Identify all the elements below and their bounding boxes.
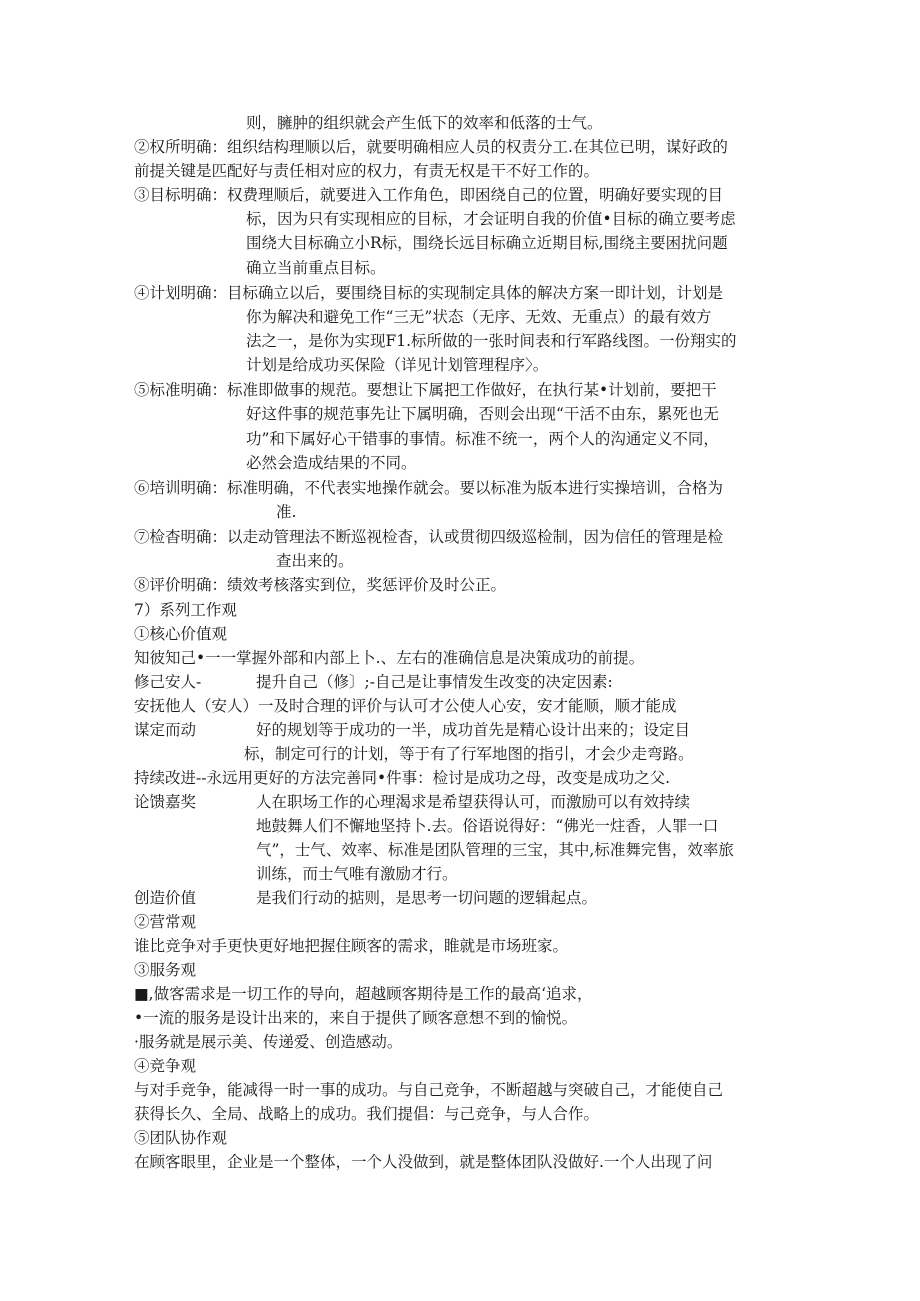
paragraph-line: 必然会造成结果的不同。 bbox=[246, 454, 417, 472]
subsection-heading: ⑤团队协作观 bbox=[134, 1129, 228, 1147]
subsection-heading: ③服务观 bbox=[134, 961, 197, 979]
item-目标明确: ③目标明确：权费理顺后，就要进入工作角色，即困绕自己的位置，明确好要实现的目 bbox=[134, 186, 724, 204]
paragraph-line: 确立当前重点目标。 bbox=[246, 259, 386, 277]
term-label: 谋定而动 bbox=[134, 721, 197, 739]
paragraph-line: 功”和下属好心干错事的事情。标准不统一，两个人的沟通定义不同， bbox=[246, 430, 719, 448]
paragraph-line: 在顾客眼里，企业是一个整体，一个人没做到，就是整体团队没做好.一个人出现了问 bbox=[134, 1153, 713, 1171]
subsection-heading: ④竞争观 bbox=[134, 1057, 197, 1075]
term-text: 标，制定可行的计划，等于有了行军地图的指引，才会少走弯路。 bbox=[244, 745, 694, 763]
term-text: 好的规划等于成功的一半，成功首先是精心设计出来的；设定目 bbox=[256, 721, 691, 739]
paragraph-line: 谁比竞争对手更快更好地把握住顾客的需求，睢就是市场班家。 bbox=[134, 937, 569, 955]
item-标准明确: ⑤标准明确：标准即做事的规范。要想让下属把工作做好，在执行某•计划前，要把干 bbox=[134, 381, 717, 399]
paragraph-line: 你为解决和避免工作“三无”状态（无序、无效、无重点）的最有效方 bbox=[246, 308, 712, 326]
paragraph-line: 与对手竞争，能减得一时一事的成功。与自己竞争，不断超越与突破自己，才能使自己 bbox=[134, 1081, 724, 1099]
bullet-line: •一流的服务是设计出来的，来自于提供了顾客意想不到的愉悦。 bbox=[134, 1009, 578, 1027]
paragraph-line: 查出来的。 bbox=[276, 552, 354, 570]
item-权所明确: ②权所明确：组织结构理顺以后，就要明确相应人员的权责分工.在其位已明，谋好政的 bbox=[134, 138, 728, 156]
term-text: 是我们行动的掂则，是思考一切问题的逻辑起点。 bbox=[256, 889, 598, 907]
subsection-heading: ②营常观 bbox=[134, 913, 197, 931]
term-text: 提升自己（修〕;-自己是让事情发生改变的决定因素: bbox=[256, 673, 613, 691]
paragraph-line: 准. bbox=[276, 503, 297, 521]
term-text: 人在职场工作的心理渴求是希望获得认可，而激励可以有效持续 bbox=[256, 793, 691, 811]
item-评价明确: ⑧评价明确：绩效考核落实到位，奖惩评价及时公正。 bbox=[134, 576, 507, 594]
paragraph-line: 前提关键是匹配好与责任相对应的权力，有责无权是干不好工作的。 bbox=[134, 162, 600, 180]
bullet-line: ■,做客需求是一切工作的导向，超越顾客期待是工作的最高‘追求， bbox=[134, 985, 593, 1003]
term-text: 地鼓舞人们不懈地坚持卜.去。俗语说得好：“佛光一炷香，人罪一口 bbox=[256, 817, 719, 835]
paragraph-line: 好这件事的规范事先让下属明确，否则会出现“干活不由东，累死也无 bbox=[246, 405, 719, 423]
subsection-heading: ①核心价值观 bbox=[134, 625, 228, 643]
paragraph-line: 知彼知己•一一掌握外部和内部上卜.、左右的准确信息是决策成功的前提。 bbox=[134, 649, 645, 667]
item-检查明确: ⑦检杳明确：以走动管理法不断巡视检杳，认或贯彻四级巡检制，因为信任的管理是检 bbox=[134, 528, 724, 546]
section-heading: 7）系列工作观 bbox=[134, 601, 237, 619]
term-label: 论馈嘉奖 bbox=[134, 793, 197, 811]
item-计划明确: ④计划明确：目标确立以后，要围绕目标的实现制定具体的解决方案一即计划，计划是 bbox=[134, 284, 724, 302]
term-label: 创造价值 bbox=[134, 889, 197, 907]
bullet-line: ·服务就是展示美、传递爱、创造感动。 bbox=[134, 1033, 403, 1051]
paragraph-line: 持续改进--永远用更好的方法完善同•件事：检讨是成功之母，改变是成功之父. bbox=[134, 769, 671, 787]
paragraph-line: 则，臃肿的组织就会产生低下的效率和低落的士气。 bbox=[246, 114, 603, 132]
paragraph-line: 安抚他人（安人）一及时合理的评价与认可才公使人心安，安才能顺，顺才能成 bbox=[134, 697, 677, 715]
term-label: 修己安人- bbox=[134, 673, 202, 691]
item-培训明确: ⑥培训明确：标准明确，不代表实地操作就会。要以标准为版本进行实操培训，合格为 bbox=[134, 479, 724, 497]
paragraph-line: 标，因为只有实现相应的目标，才会证明自我的价值•目标的确立要考虑 bbox=[246, 210, 736, 228]
term-text: 训练，而士气唯有激励才行。 bbox=[256, 865, 458, 883]
paragraph-line: 法之一，是你为实现F1.标所做的一张时间表和行军路线图。一份翔实的 bbox=[246, 332, 737, 350]
paragraph-line: 计划是给成功买保险（详见计划管理程序〉。 bbox=[246, 356, 549, 374]
paragraph-line: 围绕大目标确立小R标，围绕长远目标确立近期目标,围绕主要困扰问题 bbox=[246, 234, 728, 252]
term-text: 气”，士气、效率、标准是团队管理的三宝，其中,标准舞完售，效率旅 bbox=[256, 841, 734, 859]
paragraph-line: 获得长久、全局、战略上的成功。我们提倡：与己竞争，与人合作。 bbox=[134, 1105, 600, 1123]
